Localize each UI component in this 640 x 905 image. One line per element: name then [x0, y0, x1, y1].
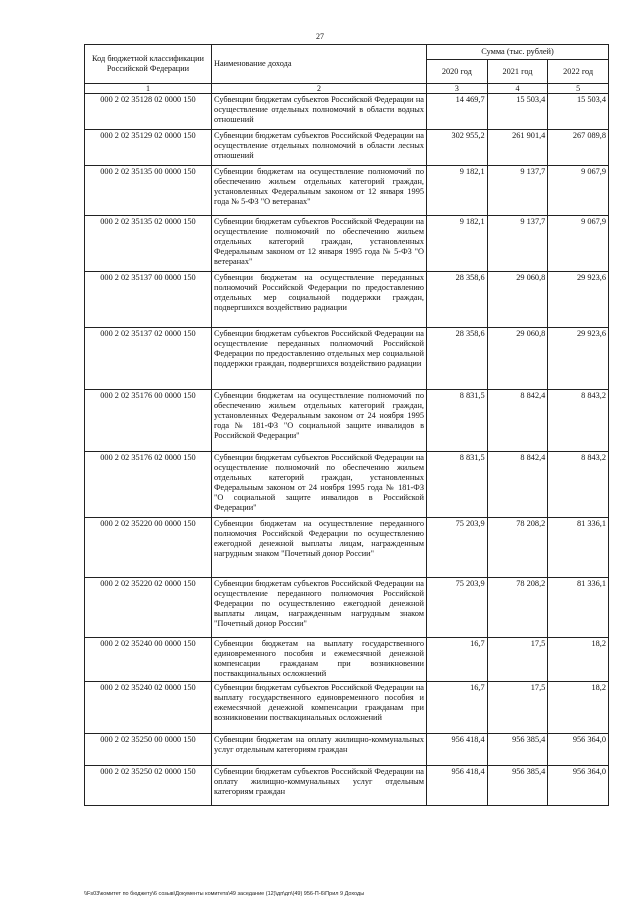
- revenue-name-cell: Субвенции бюджетам на осуществление полномочий по обеспечению жильем отдельных категорий граждан, установленных Федеральным законом от 12 января 1995 года № 5-ФЗ "О ветеранах": [212, 166, 427, 216]
- table-row: [85, 766, 609, 806]
- amount-2020-cell: 16,7: [427, 682, 488, 734]
- table-row: [85, 638, 609, 682]
- amount-2021-cell: 15 503,4: [487, 94, 548, 130]
- amount-2022-cell: 956 364,0: [548, 734, 609, 766]
- amount-2021-cell: 17,5: [487, 682, 548, 734]
- amount-2022-cell: 81 336,1: [548, 518, 609, 578]
- amount-2022-cell: 9 067,9: [548, 166, 609, 216]
- amount-2021-cell: 956 385,4: [487, 734, 548, 766]
- budget-code-cell: 000 2 02 35176 00 0000 150: [85, 390, 212, 452]
- amount-2020-cell: 75 203,9: [427, 518, 488, 578]
- column-index: 4: [487, 84, 548, 94]
- page-number: 27: [316, 32, 324, 41]
- amount-2020-cell: 75 203,9: [427, 578, 488, 638]
- revenue-name-cell: Субвенции бюджетам субъектов Российской Федерации на оплату жилищно-коммунальных услуг отдельным категориям граждан: [212, 766, 427, 806]
- revenue-name-cell: Субвенции бюджетам субъектов Российской Федерации на осуществление отдельных полномочий в области лесных отношений: [212, 130, 427, 166]
- amount-2021-cell: 9 137,7: [487, 216, 548, 272]
- table-row: [85, 452, 609, 518]
- budget-code-cell: 000 2 02 35240 02 0000 150: [85, 682, 212, 734]
- amount-2020-cell: 956 418,4: [427, 734, 488, 766]
- budget-code-cell: 000 2 02 35250 02 0000 150: [85, 766, 212, 806]
- column-index: 2: [212, 84, 427, 94]
- amount-2022-cell: 18,2: [548, 638, 609, 682]
- amount-2020-cell: 16,7: [427, 638, 488, 682]
- amount-2022-cell: 15 503,4: [548, 94, 609, 130]
- table-row: [85, 216, 609, 272]
- table-row: [85, 272, 609, 328]
- table-row: [85, 94, 609, 130]
- table-row: [85, 734, 609, 766]
- revenue-name-cell: Субвенции бюджетам на оплату жилищно-коммунальных услуг отдельным категориям граждан: [212, 734, 427, 766]
- amount-2020-cell: 956 418,4: [427, 766, 488, 806]
- budget-code-cell: 000 2 02 35250 00 0000 150: [85, 734, 212, 766]
- amount-2022-cell: 267 089,8: [548, 130, 609, 166]
- amount-2020-cell: 9 182,1: [427, 216, 488, 272]
- table-row: [85, 518, 609, 578]
- header-year-2021: 2021 год: [487, 60, 548, 84]
- column-index: 5: [548, 84, 609, 94]
- table-row: [85, 130, 609, 166]
- amount-2022-cell: 29 923,6: [548, 328, 609, 390]
- amount-2021-cell: 956 385,4: [487, 766, 548, 806]
- revenue-name-cell: Субвенции бюджетам субъектов Российской Федерации на осуществление переданного полномочия Российской Федерации по осуществлению ежегодной денежной выплаты лицам, награжденным нагрудным знаком "Почетный донор России": [212, 578, 427, 638]
- budget-code-cell: 000 2 02 35135 02 0000 150: [85, 216, 212, 272]
- amount-2022-cell: 9 067,9: [548, 216, 609, 272]
- header-name: Наименование дохода: [212, 45, 427, 84]
- column-index: 3: [427, 84, 488, 94]
- amount-2021-cell: 17,5: [487, 638, 548, 682]
- amount-2021-cell: 78 208,2: [487, 518, 548, 578]
- amount-2022-cell: 81 336,1: [548, 578, 609, 638]
- revenue-name-cell: Субвенции бюджетам субъектов Российской Федерации на осуществление полномочий по обеспечению жильем отдельных категорий граждан, установленных Федеральным законом от 12 января 1995 года № 5-ФЗ "О ветеранах": [212, 216, 427, 272]
- column-index: 1: [85, 84, 212, 94]
- budget-code-cell: 000 2 02 35220 02 0000 150: [85, 578, 212, 638]
- revenue-name-cell: Субвенции бюджетам субъектов Российской Федерации на осуществление отдельных полномочий в области водных отношений: [212, 94, 427, 130]
- budget-code-cell: 000 2 02 35176 02 0000 150: [85, 452, 212, 518]
- revenue-table: [84, 44, 609, 806]
- revenue-name-cell: Субвенции бюджетам на осуществление полномочий по обеспечению жильем отдельных категорий граждан, установленных Федеральным законом от 24 ноября 1995 года № 181-ФЗ "О социальной защите инвалидов в Российской Федерации": [212, 390, 427, 452]
- revenue-name-cell: Субвенции бюджетам субъектов Российской Федерации на выплату государственного единовременного пособия и ежемесячной денежной компенсации гражданам при возникновении поствакцинальных осложнений: [212, 682, 427, 734]
- amount-2021-cell: 78 208,2: [487, 578, 548, 638]
- table-row: [85, 682, 609, 734]
- revenue-name-cell: Субвенции бюджетам на выплату государственного единовременного пособия и ежемесячной денежной компенсации гражданам при возникновении поствакцинальных осложнений: [212, 638, 427, 682]
- header-year-2020: 2020 год: [427, 60, 488, 84]
- header-year-2022: 2022 год: [548, 60, 609, 84]
- header-code: Код бюджетной классификации Российской Федерации: [85, 45, 212, 84]
- amount-2022-cell: 18,2: [548, 682, 609, 734]
- budget-code-cell: 000 2 02 35128 02 0000 150: [85, 94, 212, 130]
- budget-code-cell: 000 2 02 35135 00 0000 150: [85, 166, 212, 216]
- header-sum: Сумма (тыс. рублей): [427, 45, 609, 60]
- amount-2022-cell: 8 843,2: [548, 390, 609, 452]
- budget-code-cell: 000 2 02 35137 00 0000 150: [85, 272, 212, 328]
- table-row: [85, 578, 609, 638]
- amount-2021-cell: 261 901,4: [487, 130, 548, 166]
- revenue-name-cell: Субвенции бюджетам на осуществление переданных полномочий Российской Федерации по предоставлению отдельных мер социальной поддержки граждан, подвергшихся воздействию радиации: [212, 272, 427, 328]
- table-body: [85, 94, 609, 806]
- revenue-name-cell: Субвенции бюджетам субъектов Российской Федерации на осуществление переданных полномочий Российской Федерации по предоставлению отдельных мер социальной поддержки граждан, подвергшихся воздействию радиации: [212, 328, 427, 390]
- amount-2020-cell: 9 182,1: [427, 166, 488, 216]
- amount-2020-cell: 302 955,2: [427, 130, 488, 166]
- amount-2020-cell: 14 469,7: [427, 94, 488, 130]
- amount-2021-cell: 9 137,7: [487, 166, 548, 216]
- amount-2022-cell: 8 843,2: [548, 452, 609, 518]
- amount-2021-cell: 29 060,8: [487, 328, 548, 390]
- amount-2021-cell: 29 060,8: [487, 272, 548, 328]
- amount-2022-cell: 956 364,0: [548, 766, 609, 806]
- budget-code-cell: 000 2 02 35220 00 0000 150: [85, 518, 212, 578]
- file-path-footer: \\Fs03\комитет по бюджету\6 созыв\Документы комитета\49 заседание (12)\дп\дп\(49) 956-П-6\Прил 9 Доходы: [84, 891, 365, 897]
- amount-2021-cell: 8 842,4: [487, 390, 548, 452]
- budget-code-cell: 000 2 02 35137 02 0000 150: [85, 328, 212, 390]
- table-row: [85, 390, 609, 452]
- revenue-name-cell: Субвенции бюджетам на осуществление переданного полномочия Российской Федерации по осуществлению ежегодной денежной выплаты лицам, награжденным нагрудным знаком "Почетный донор России": [212, 518, 427, 578]
- amount-2022-cell: 29 923,6: [548, 272, 609, 328]
- amount-2020-cell: 28 358,6: [427, 272, 488, 328]
- budget-code-cell: 000 2 02 35240 00 0000 150: [85, 638, 212, 682]
- table-row: [85, 328, 609, 390]
- amount-2020-cell: 28 358,6: [427, 328, 488, 390]
- budget-code-cell: 000 2 02 35129 02 0000 150: [85, 130, 212, 166]
- amount-2021-cell: 8 842,4: [487, 452, 548, 518]
- amount-2020-cell: 8 831,5: [427, 452, 488, 518]
- table-row: [85, 166, 609, 216]
- amount-2020-cell: 8 831,5: [427, 390, 488, 452]
- revenue-name-cell: Субвенции бюджетам субъектов Российской Федерации на осуществление полномочий по обеспечению жильем отдельных категорий граждан, установленных Федеральным законом от 24 ноября 1995 года № 181-ФЗ "О социальной защите инвалидов в Российской Федерации": [212, 452, 427, 518]
